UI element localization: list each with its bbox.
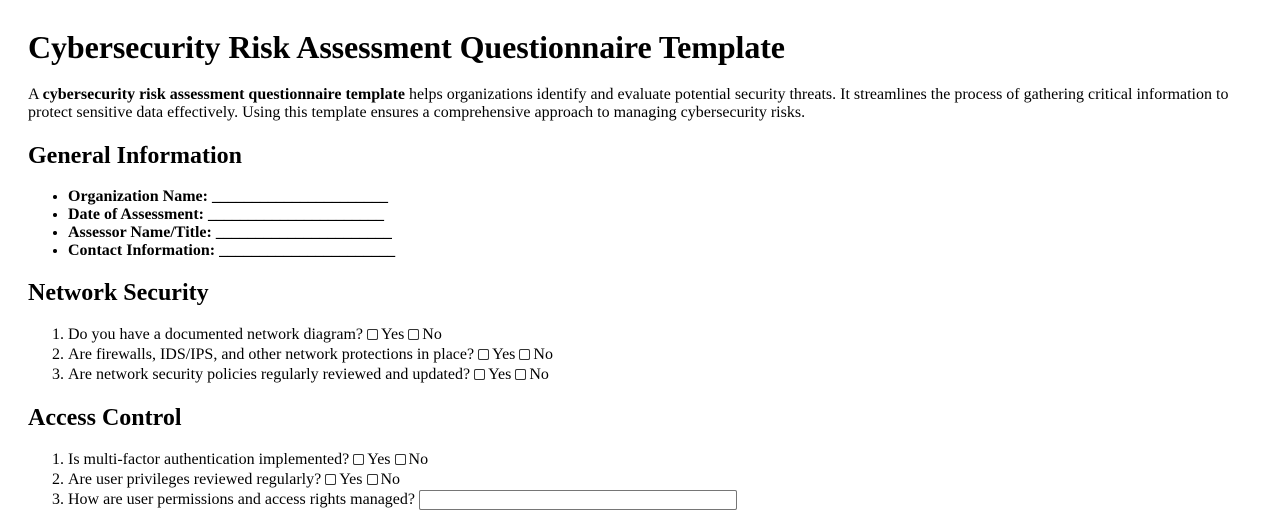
yes-label: Yes [381, 326, 405, 343]
section-heading-network-security: Network Security [28, 280, 209, 306]
question-item [68, 365, 1250, 385]
list-item-contact-information [68, 242, 1250, 260]
yes-label: Yes [488, 366, 512, 383]
question-text: Are network security policies regularly reviewed and updated? [68, 366, 471, 383]
field-label: Date of Assessment: [68, 206, 204, 223]
blank-line: ______________________ [211, 188, 388, 205]
document-page [0, 29, 1278, 510]
yes-label: Yes [492, 346, 516, 363]
no-checkbox[interactable] [519, 349, 530, 360]
blank-line: ______________________ [219, 242, 396, 259]
blank-line: ______________________ [207, 206, 384, 223]
no-checkbox[interactable] [395, 454, 406, 465]
question-item [68, 470, 1250, 490]
no-label: No [422, 326, 442, 343]
answer-text-input[interactable] [419, 490, 737, 510]
general-information-list [28, 188, 1250, 260]
field-label: Assessor Name/Title: [68, 224, 212, 241]
question-item [68, 345, 1250, 365]
question-text: Are user privileges reviewed regularly? [68, 471, 322, 488]
yes-checkbox[interactable] [367, 329, 378, 340]
blank-line: ______________________ [215, 224, 392, 241]
access-control-questions [28, 450, 1250, 510]
question-text: Do you have a documented network diagram? [68, 326, 364, 343]
no-label: No [408, 451, 429, 468]
yes-checkbox[interactable] [474, 369, 485, 380]
section-heading-access-control: Access Control [28, 405, 182, 431]
no-label: No [533, 346, 553, 363]
section-heading-general-information: General Information [28, 143, 242, 169]
question-text: Is multi-factor authentication implemented? [68, 451, 350, 468]
question-item [68, 450, 1250, 470]
field-label: Organization Name: [68, 188, 208, 205]
yes-label: Yes [339, 471, 363, 488]
no-label: No [380, 471, 401, 488]
question-text: Are firewalls, IDS/IPS, and other network protections in place? [68, 346, 475, 363]
list-item-date-of-assessment [68, 206, 1250, 224]
yes-checkbox[interactable] [353, 454, 364, 465]
yes-checkbox[interactable] [325, 474, 336, 485]
intro-prefix: A [28, 86, 43, 103]
list-item-organization-name [68, 188, 1250, 206]
intro-paragraph [28, 86, 1250, 122]
page-title: Cybersecurity Risk Assessment Questionnaire Template [28, 29, 785, 65]
yes-label: Yes [367, 451, 391, 468]
no-checkbox[interactable] [408, 329, 419, 340]
network-security-questions [28, 325, 1250, 385]
question-text: How are user permissions and access rights managed? [68, 491, 415, 508]
no-checkbox[interactable] [367, 474, 378, 485]
no-label: No [529, 366, 549, 383]
intro-bold-term: cybersecurity risk assessment questionnaire template [42, 86, 405, 103]
intro-text: helps organizations identify and evaluate potential security threats. It streamlines the process of gathering critical information to protect sensitive data effectively. Using this template ensures a comprehensive approach to managing cybersecurity risks. [28, 86, 1229, 121]
list-item-assessor-name-title [68, 224, 1250, 242]
no-checkbox[interactable] [515, 369, 526, 380]
question-item [68, 490, 1250, 510]
field-label: Contact Information: [68, 242, 216, 259]
question-item [68, 325, 1250, 345]
yes-checkbox[interactable] [478, 349, 489, 360]
